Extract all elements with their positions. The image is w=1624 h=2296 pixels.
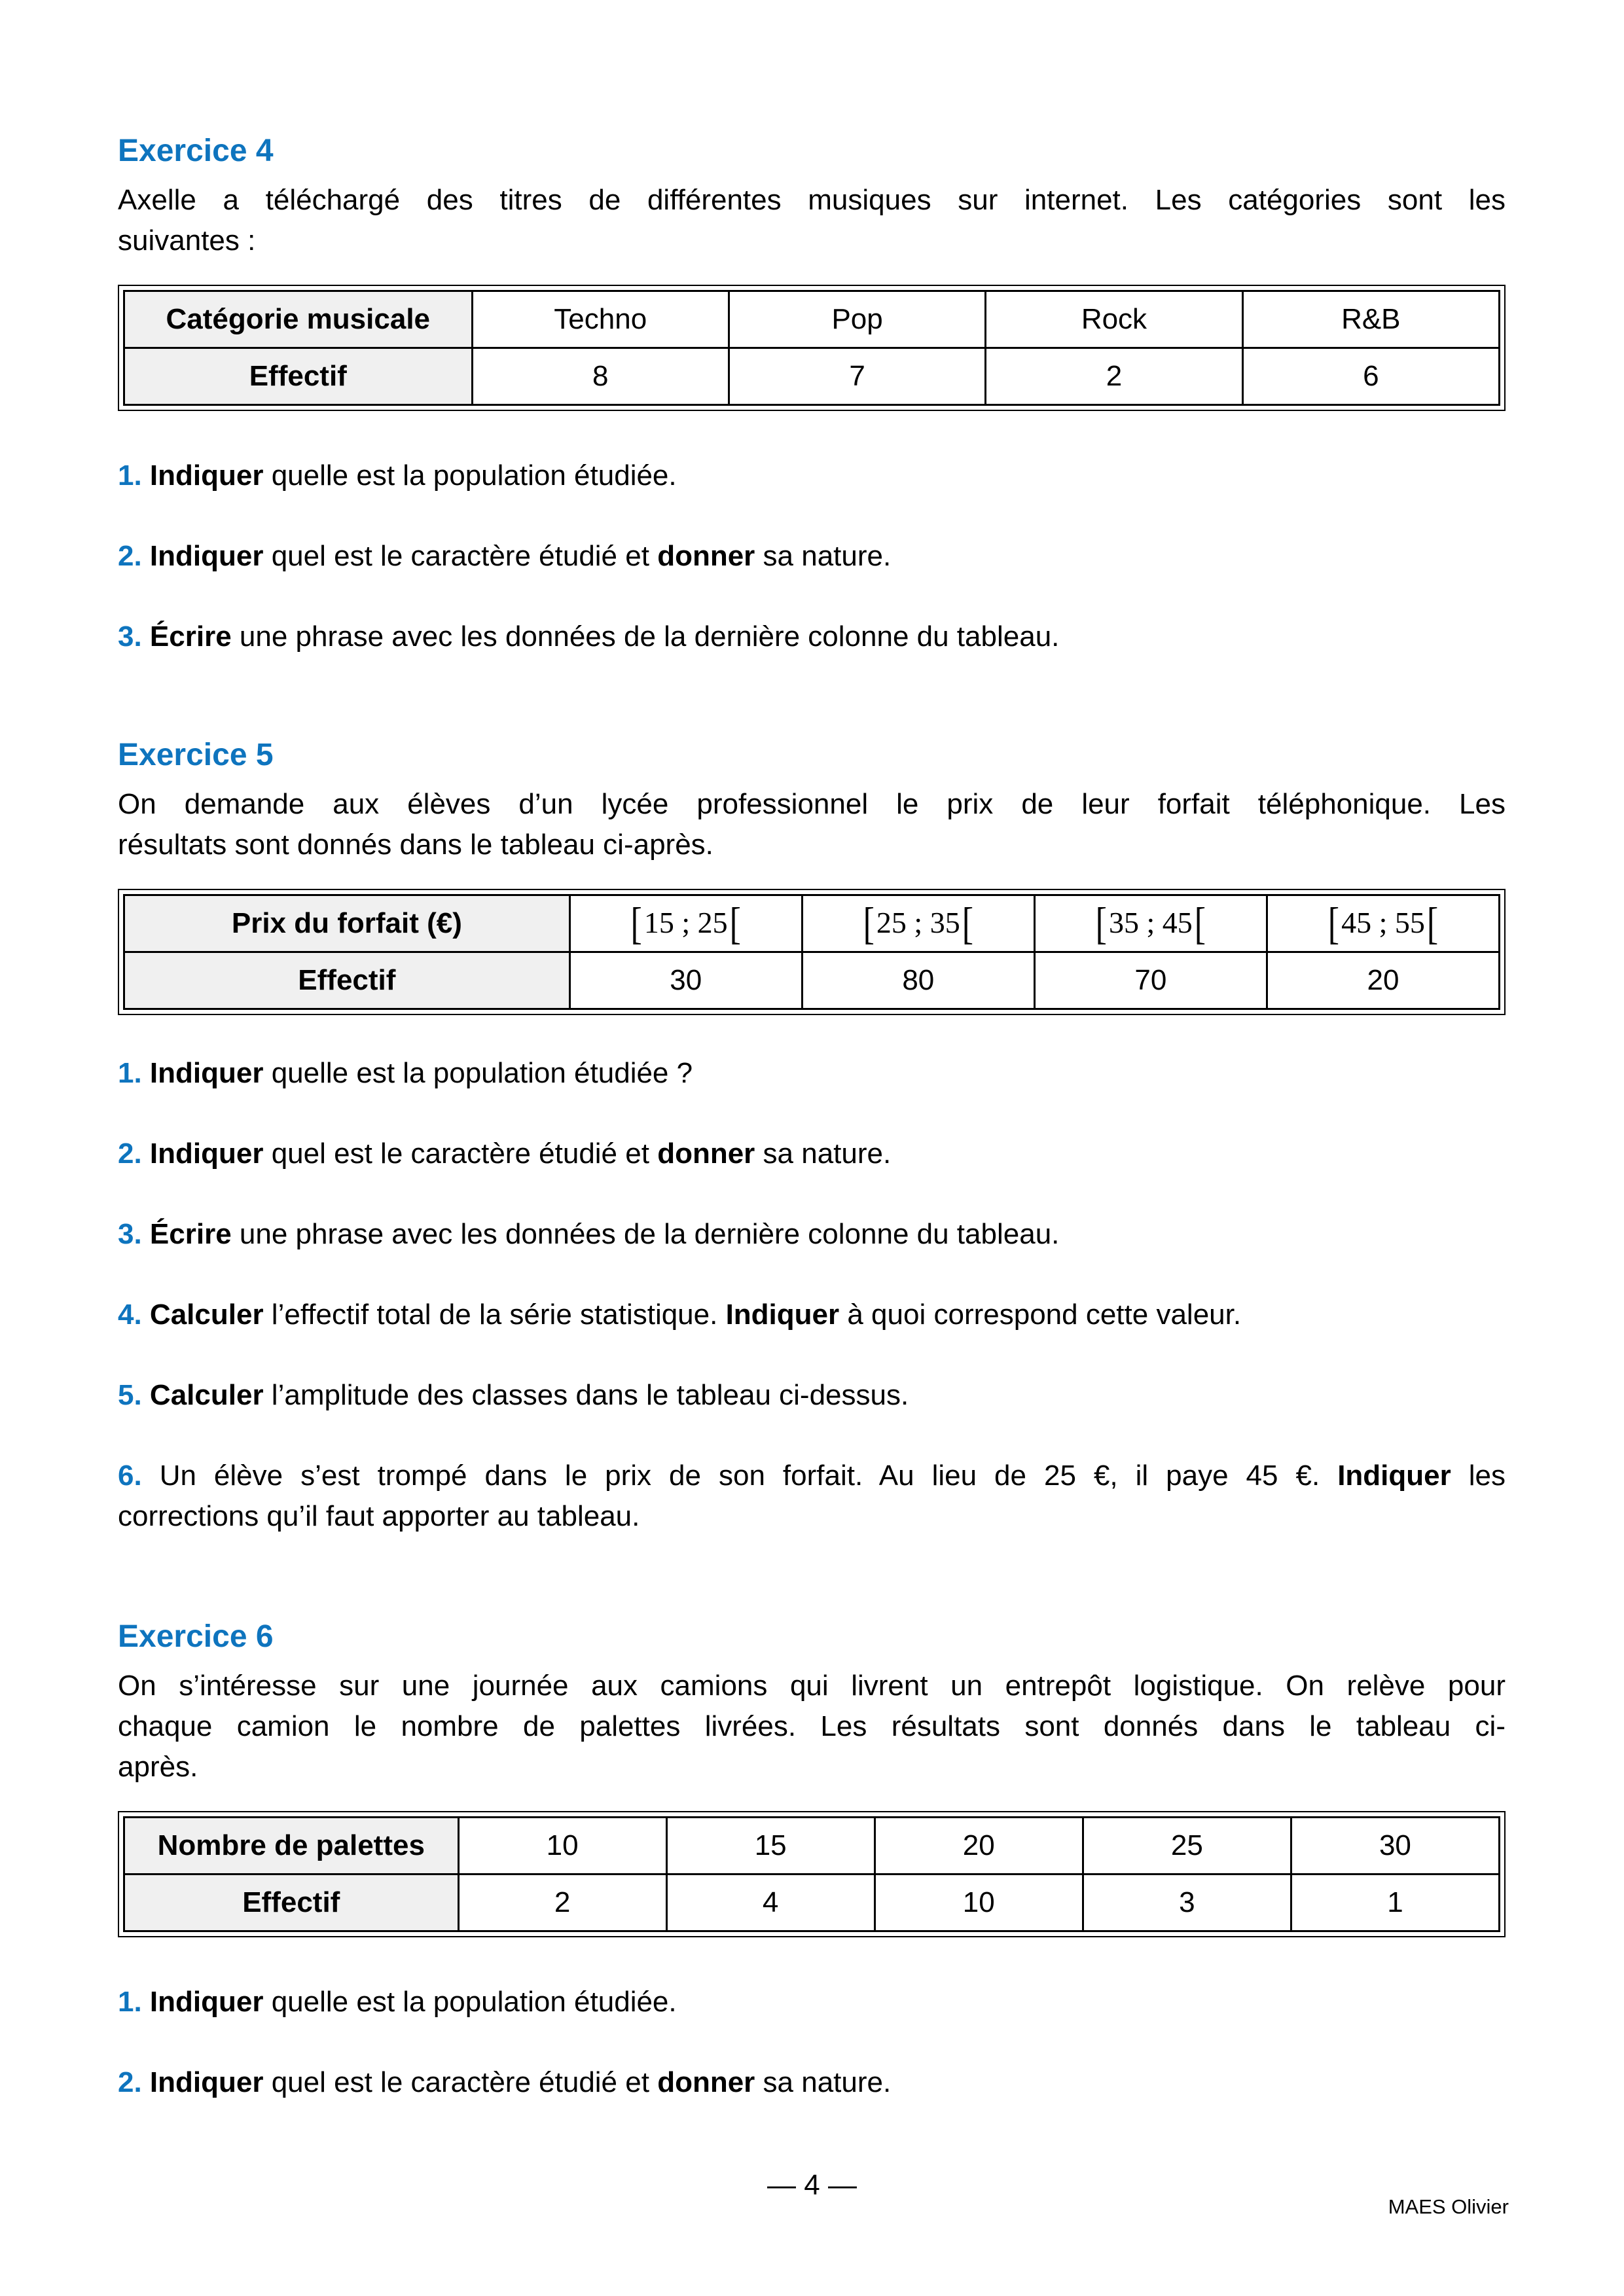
table-cell: 3 [1083, 1874, 1291, 1931]
question-2: 2. Indiquer quel est le caractère étudié et donner sa nature. [118, 1138, 892, 1170]
table-cell: 30 [1291, 1818, 1499, 1874]
question-1: 1. Indiquer quelle est la population étudiée. [118, 459, 677, 492]
row-label: Prix du forfait (€) [124, 895, 570, 952]
table-cell-interval: [45 ; 55[ [1267, 895, 1499, 952]
page-content [118, 0, 1506, 2143]
table-cell: 7 [729, 348, 985, 405]
row-label: Effectif [124, 952, 570, 1009]
exercise-5-questions [118, 1053, 1506, 1537]
question-2: 2. Indiquer quel est le caractère étudié et donner sa nature. [118, 2066, 892, 2098]
exercise-5-section [118, 735, 1506, 1537]
table-cell: 4 [666, 1874, 875, 1931]
table-cell-interval: [25 ; 35[ [802, 895, 1034, 952]
question-6 [118, 1456, 1506, 1537]
table-cell: 15 [666, 1818, 875, 1874]
table-cell: 10 [875, 1874, 1083, 1931]
intro-line: suivantes : [118, 224, 256, 257]
question-2: 2. Indiquer quel est le caractère étudié et donner sa nature. [118, 540, 892, 572]
row-label: Effectif [124, 348, 473, 405]
right-bracket: [ [1426, 899, 1439, 949]
table-cell: 1 [1291, 1874, 1499, 1931]
page-number: — 4 — [767, 2169, 857, 2201]
table-cell: 20 [1267, 952, 1499, 1009]
table-cell: 30 [569, 952, 802, 1009]
pallets-table [118, 1811, 1506, 1937]
music-categories-table [118, 285, 1506, 411]
exercise-5-intro [118, 784, 1506, 865]
question-4: 4. Calculer l’effectif total de la série statistique. Indiquer à quoi correspond cette valeur. [118, 1299, 1242, 1331]
intro-line: Axelle a téléchargé des titres de différentes musiques sur internet. Les catégories sont les [118, 184, 1506, 216]
exercise-6-section [118, 1617, 1506, 2103]
intro-line: On s’intéresse sur une journée aux camions qui livrent un entrepôt logistique. On relève pour [118, 1670, 1506, 1702]
table-cell: 70 [1034, 952, 1267, 1009]
intro-line: après. [118, 1751, 198, 1783]
table-row-categories [124, 291, 1500, 348]
table-cell: 2 [458, 1874, 666, 1931]
exercise-4-section [118, 131, 1506, 657]
table-row-effectif [124, 952, 1500, 1009]
question-1: 1. Indiquer quelle est la population étudiée ? [118, 1057, 693, 1089]
table-cell-interval: [35 ; 45[ [1034, 895, 1267, 952]
row-label: Nombre de palettes [124, 1818, 459, 1874]
table-cell: Rock [986, 291, 1242, 348]
table-row-effectif [124, 348, 1500, 405]
exercise-4-intro [118, 180, 1506, 261]
intro-line: résultats sont donnés dans le tableau ci-après. [118, 829, 713, 861]
table-cell: Pop [729, 291, 985, 348]
exercise-6-questions [118, 1982, 1506, 2103]
table-row-price-intervals [124, 895, 1500, 952]
right-bracket: [ [729, 899, 741, 949]
table-row-effectif [124, 1874, 1500, 1931]
phone-plan-price-table [118, 889, 1506, 1015]
exercise-6-title: Exercice 6 [118, 1619, 274, 1654]
intro-line: chaque camion le nombre de palettes livrées. Les résultats sont donnés dans le tableau ci- [118, 1710, 1506, 1742]
exercise-4-title: Exercice 4 [118, 134, 274, 168]
exercise-6-intro [118, 1666, 1506, 1787]
author-name: MAES Olivier [1388, 2195, 1509, 2218]
table-cell: 80 [802, 952, 1034, 1009]
question-5: 5. Calculer l’amplitude des classes dans le tableau ci-dessus. [118, 1379, 909, 1411]
table-cell: Techno [472, 291, 729, 348]
left-bracket: [ [630, 899, 642, 949]
table-cell: 10 [458, 1818, 666, 1874]
table-cell: 8 [472, 348, 729, 405]
table-cell-interval: [15 ; 25[ [569, 895, 802, 952]
left-bracket: [ [1095, 899, 1107, 949]
table-row-pallets [124, 1818, 1500, 1874]
table-cell: 6 [1242, 348, 1499, 405]
right-bracket: [ [962, 899, 974, 949]
row-label: Catégorie musicale [124, 291, 473, 348]
question-3: 3. Écrire une phrase avec les données de la dernière colonne du tableau. [118, 620, 1060, 653]
table-cell: 2 [986, 348, 1242, 405]
left-bracket: [ [863, 899, 875, 949]
intro-line: On demande aux élèves d’un lycée professionnel le prix de leur forfait téléphonique. Les [118, 788, 1506, 820]
exercise-5-title: Exercice 5 [118, 738, 274, 772]
left-bracket: [ [1327, 899, 1340, 949]
table-cell: 20 [875, 1818, 1083, 1874]
table-cell: R&B [1242, 291, 1499, 348]
row-label: Effectif [124, 1874, 459, 1931]
table-cell: 25 [1083, 1818, 1291, 1874]
question-6-line-1: 6. Un élève s’est trompé dans le prix de son forfait. Au lieu de 25 €, il paye 45 €. Indiquer les [118, 1460, 1506, 1492]
question-6-line-2: corrections qu’il faut apporter au tableau. [118, 1500, 640, 1532]
right-bracket: [ [1194, 899, 1206, 949]
question-3: 3. Écrire une phrase avec les données de la dernière colonne du tableau. [118, 1218, 1060, 1250]
exercise-4-questions [118, 456, 1506, 657]
question-1: 1. Indiquer quelle est la population étudiée. [118, 1986, 677, 2018]
